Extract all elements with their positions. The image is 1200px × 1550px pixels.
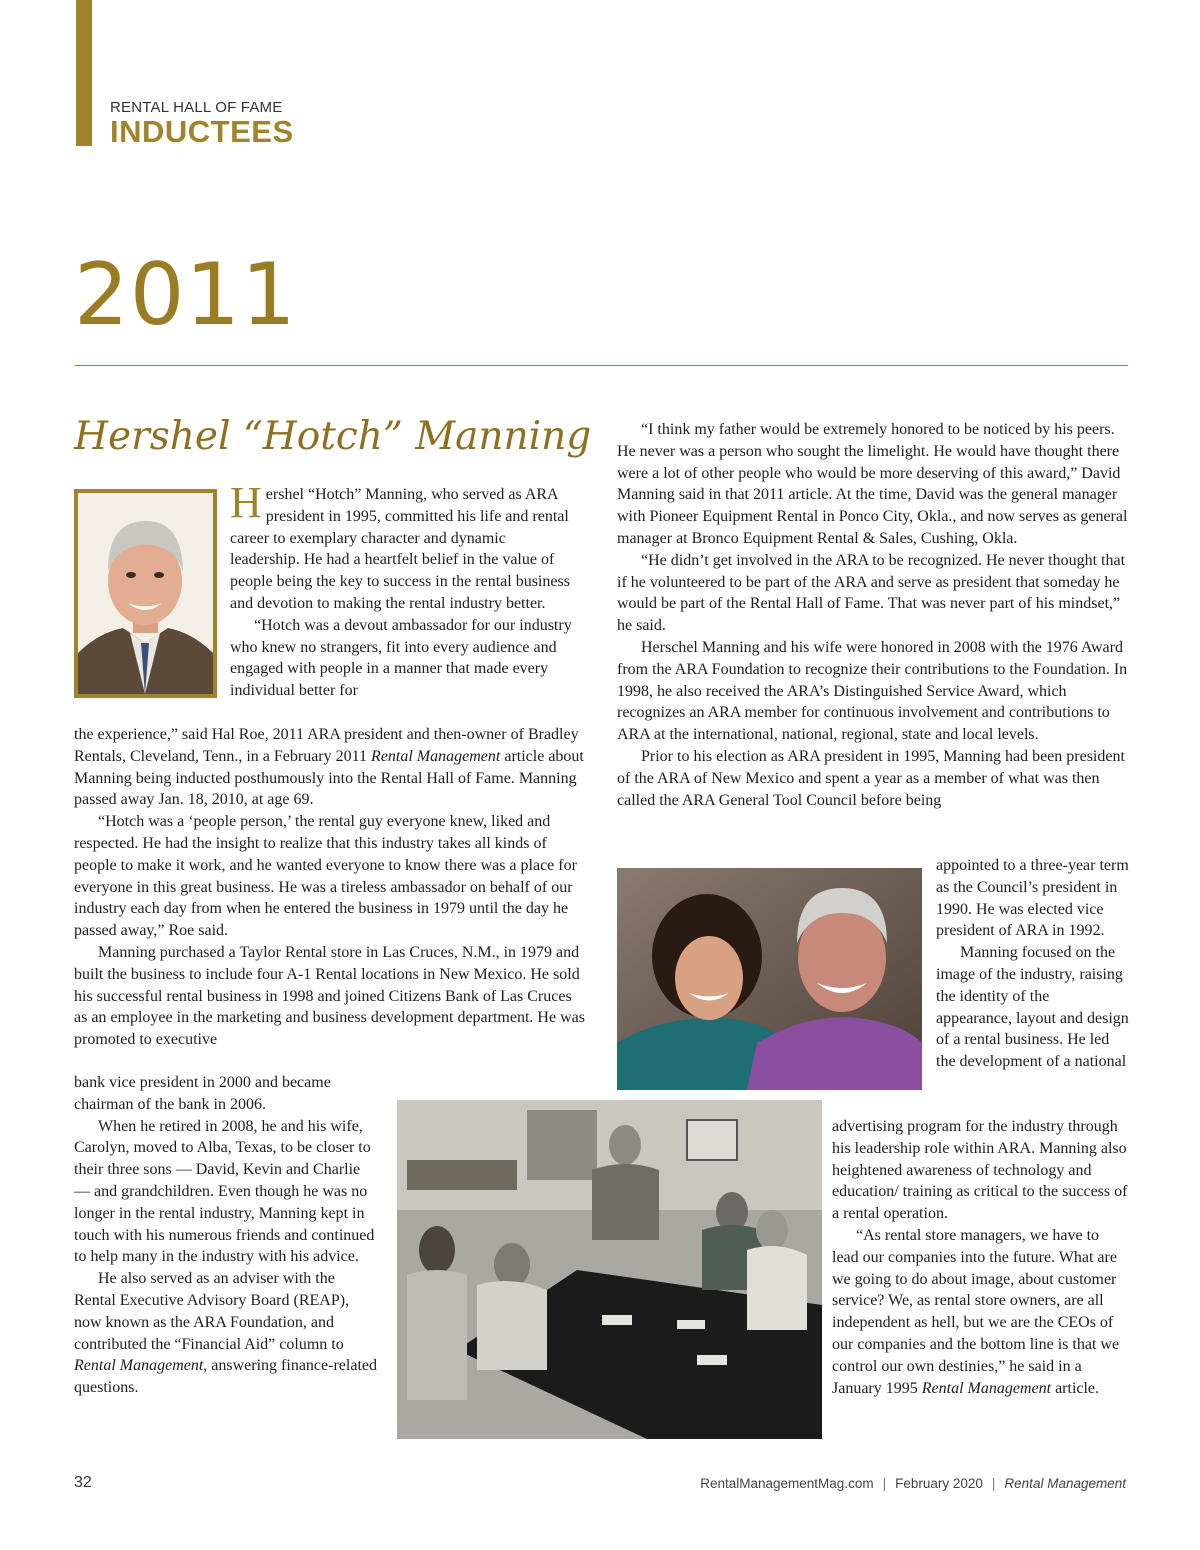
paragraph: Prior to his election as ARA president in 1995, Manning had been president of the ARA of New Mexico and spent a year as a member of what was then called the ARA General Tool Council before being: [617, 747, 1125, 809]
paragraph: Manning purchased a Taylor Rental store in Las Cruces, N.M., in 1979 and built the business to include four A-1 Rental locations in New Mexico. He sold his successful rental business in 1998 and joined Citizens Bank of Las Cruces as an employee in the marketing and business development department. He was promoted to executive: [74, 943, 585, 1049]
drop-cap: H: [230, 478, 262, 527]
paragraph: Manning focused on the image of the industry, raising the identity of the appearance, layout and design of a rental business. He led the development of a national: [936, 944, 1129, 1071]
footer-date: February 2020: [895, 1476, 983, 1491]
page-year: 2011: [74, 245, 297, 345]
column2-bottom: [832, 1116, 1129, 1399]
header-divider: [75, 365, 1128, 366]
inductee-name: Hershel “Hotch” Manning: [74, 414, 592, 459]
column1-middle: [74, 724, 586, 1051]
column2-right: [936, 855, 1129, 1073]
portrait-photo: [74, 489, 217, 698]
paragraph: “Hotch was a ‘people person,’ the rental guy everyone knew, liked and respected. He had the insight to realize that this industry takes all kinds of people to make it work, and he wanted everyone to know there was a place for everyone in this great business. He was a tireless ambassador on behalf of our industry each day from when he entered the business in 1979 until the day he passed away,” Roe said.: [74, 813, 577, 940]
paragraph: He also served as an adviser with the Rental Executive Advisory Board (REAP), now known as the ARA Foundation, and contributed the “Financial Aid” column to Rental Management, answering finance-related questions.: [74, 1270, 377, 1397]
column1-top: [230, 478, 578, 702]
paragraph: appointed to a three-year term as the Council’s president in 1990. He was elected vice president of ARA in 1992.: [936, 857, 1129, 940]
column1-bottom: [74, 1072, 377, 1399]
group-photo: [397, 1100, 822, 1439]
section-title: INDUCTEES: [110, 114, 294, 149]
paragraph: “As rental store managers, we have to lead our companies into the future. What are we going to do about image, about customer service? We, as rental store owners, are all independent as hell, but we are the CEOs of our companies and the bottom line is that we control our own destinies,” he said in a January 1995 Rental Management article.: [832, 1226, 1120, 1397]
footer-publication: Rental Management: [1004, 1476, 1126, 1491]
paragraph: When he retired in 2008, he and his wife, Carolyn, moved to Alba, Texas, to be closer to their three sons — David, Kevin and Charlie — and grandchildren. Even though he was no longer in the rental industry, Manning kept in touch with his numerous friends and continued to help many in the industry with his advice.: [74, 1117, 375, 1266]
paragraph: Hershel “Hotch” Manning, who served as ARA president in 1995, committed his life and rental career to exemplary character and dynamic leadership. He had a heartfelt belief in the value of people being the key to success in the rental business and devotion to making the rental industry better.: [230, 478, 570, 612]
paragraph: the experience,” said Hal Roe, 2011 ARA president and then-owner of Bradley Rentals, Cleveland, Tenn., in a February 2011 Rental Management article about Manning being inducted posthumously into the Rental Hall of Fame. Manning passed away Jan. 18, 2010, at age 69.: [74, 726, 584, 809]
footer-publication-info: RentalManagementMag.com | February 2020 | Rental Management: [700, 1476, 1126, 1491]
column2-top: [617, 419, 1129, 811]
paragraph: bank vice president in 2000 and became chairman of the bank in 2006.: [74, 1074, 331, 1113]
paragraph: “I think my father would be extremely honored to be noticed by his peers. He never was a person who sought the limelight. He would have thought there were a lot of other people who would be more deserving of this award,” David Manning said in that 2011 article. At the time, David was the general manager with Pioneer Equipment Rental in Ponco City, Okla., and now serves as general manager at Bronco Equipment Rental & Sales, Cushing, Okla.: [617, 421, 1128, 547]
paragraph: “Hotch was a devout ambassador for our industry who knew no strangers, fit into every audience and engaged with people in a manner that made every individual better for: [230, 616, 572, 700]
paragraph: “He didn’t get involved in the ARA to be recognized. He never thought that if he volunteered to be part of the ARA and serve as president that someday he would be part of the Rental Hall of Fame. That was never part of his mindset,” he said.: [617, 551, 1126, 635]
footer-site: RentalManagementMag.com: [700, 1476, 874, 1491]
couple-photo: [617, 868, 922, 1090]
page-number: 32: [74, 1474, 92, 1491]
paragraph: Herschel Manning and his wife were honored in 2008 with the 1976 Award from the ARA Foundation to recognize their contributions to the Foundation. In 1998, he also received the ARA’s Distinguished Service Award, which recognizes an ARA member for continuous involvement and contributions to ARA at the international, national, regional, state and local levels.: [617, 638, 1128, 744]
section-kicker: RENTAL HALL OF FAME: [110, 99, 283, 116]
paragraph: advertising program for the industry through his leadership role within ARA. Manning also heightened awareness of technology and education/ training as critical to the success of a rental operation.: [832, 1118, 1128, 1223]
header-accent-bar: [76, 0, 92, 146]
